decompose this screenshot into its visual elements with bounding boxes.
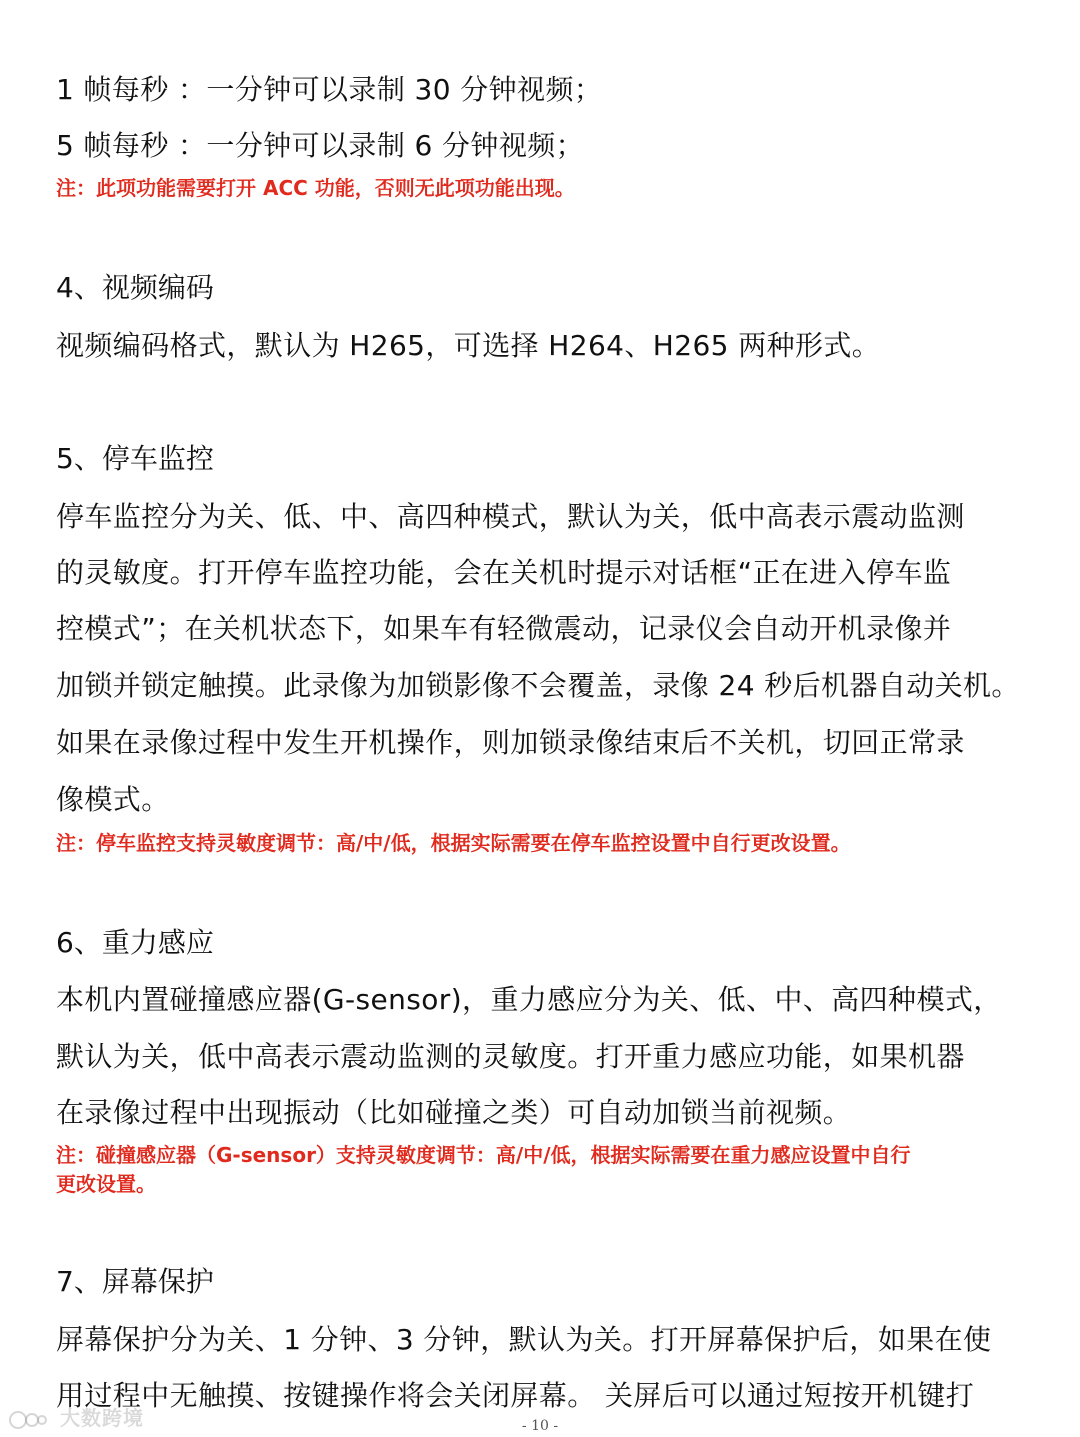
section-4-heading: 4、视频编码 (56, 271, 214, 304)
watermark-logo-icon (8, 1408, 48, 1432)
fps-option-1: 1 帧每秒 ：一分钟可以录制 30 分钟视频； (56, 73, 603, 106)
section-5-body-line: 停车监控分为关、低、中、高四种模式，默认为关，低中高表示震动监测 (56, 500, 965, 533)
note-acc: 注：此项功能需要打开 ACC 功能，否则无此项功能出现。 (56, 176, 575, 200)
section-7-heading: 7、屏幕保护 (56, 1265, 214, 1298)
section-5-body-line: 的灵敏度。打开停车监控功能，会在关机时提示对话框“正在进入停车监 (56, 556, 952, 589)
section-6-body-line: 本机内置碰撞感应器(G-sensor)，重力感应分为关、低、中、高四种模式， (56, 983, 1002, 1016)
section-4-body-line: 视频编码格式，默认为 H265，可选择 H264、H265 两种形式。 (56, 329, 881, 362)
section-5-heading: 5、停车监控 (56, 442, 214, 475)
fps-option-5: 5 帧每秒 ：一分钟可以录制 6 分钟视频； (56, 129, 585, 162)
section-6-body-line: 在录像过程中出现振动（比如碰撞之类）可自动加锁当前视频。 (56, 1096, 852, 1129)
section-5-body-line: 控模式”；在关机状态下，如果车有轻微震动，记录仪会自动开机录像并 (56, 612, 952, 645)
watermark (8, 1402, 144, 1432)
section-5-body-line: 像模式。 (56, 783, 170, 816)
section-7-body-line: 用过程中无触摸、按键操作将会关闭屏幕。 关屏后可以通过短按开机键打 (56, 1379, 975, 1412)
watermark-text: 大数跨境 (59, 1406, 144, 1430)
section-5-body-line: 如果在录像过程中发生开机操作，则加锁录像结束后不关机，切回正常录 (56, 726, 965, 759)
page-number: - 10 - (521, 1418, 559, 1434)
section-5-body-line: 加锁并锁定触摸。此录像为加锁影像不会覆盖，录像 24 秒后机器自动关机。 (56, 669, 1020, 702)
section-5-note: 注：停车监控支持灵敏度调节：高/中/低，根据实际需要在停车监控设置中自行更改设置。 (56, 831, 851, 855)
section-6-note: 更改设置。 (56, 1172, 156, 1196)
section-6-body-line: 默认为关，低中高表示震动监测的灵敏度。打开重力感应功能，如果机器 (56, 1040, 965, 1073)
section-6-heading: 6、重力感应 (56, 926, 214, 959)
section-7-body-line: 屏幕保护分为关、1 分钟、3 分钟，默认为关。打开屏幕保护后，如果在使 (56, 1323, 992, 1356)
section-6-note: 注：碰撞感应器（G-sensor）支持灵敏度调节：高/中/低，根据实际需要在重力感应设置中自行 (56, 1143, 911, 1167)
